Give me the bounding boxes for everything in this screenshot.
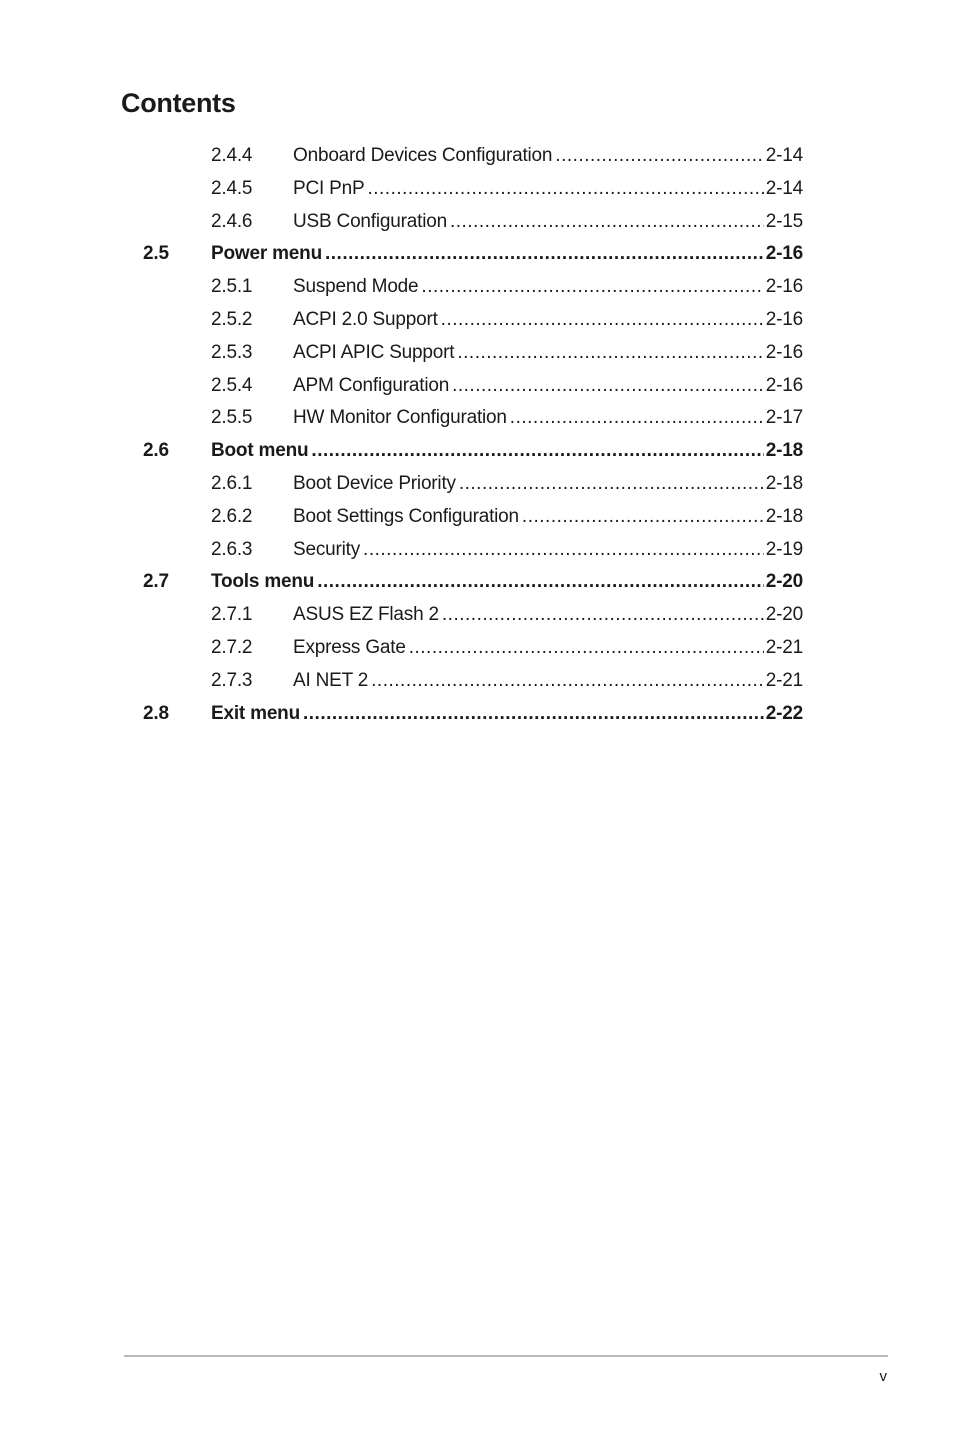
toc-entry-line [293, 665, 803, 698]
toc-entry-line [293, 402, 803, 435]
toc-entry-number: 2.5.3 [211, 341, 253, 363]
toc-entry-number: 2.4.6 [211, 210, 253, 232]
page-title: Contents [121, 88, 236, 118]
toc-subsection-entry [0, 206, 954, 239]
toc-entry-label: Power menu [211, 243, 322, 265]
toc-subsection-entry [0, 271, 954, 304]
toc-entry-label: Tools menu [211, 571, 315, 593]
toc-entry-page: 2-15 [765, 210, 803, 232]
toc-entry-label: ACPI 2.0 Support [293, 308, 438, 330]
toc-entry-label: USB Configuration [293, 210, 447, 232]
toc-entry-line [293, 632, 803, 665]
toc-entry-number: 2.5.1 [211, 276, 253, 298]
toc-entry-number: 2.7.1 [211, 604, 253, 626]
toc-entry-number: 2.6.1 [211, 472, 253, 494]
toc-entry-number: 2.8 [143, 702, 169, 724]
toc-entry-page: 2-17 [765, 407, 803, 429]
toc-entry-label: HW Monitor Configuration [293, 407, 507, 429]
toc-entry-page: 2-16 [765, 341, 803, 363]
dot-leader [522, 501, 764, 534]
toc-entry-page: 2-21 [765, 636, 803, 658]
toc-entry-page: 2-16 [765, 374, 803, 396]
footer-divider [124, 1355, 888, 1357]
dot-leader [555, 140, 763, 173]
toc-entry-page: 2-16 [765, 308, 803, 330]
dot-leader [367, 173, 763, 206]
dot-leader [363, 534, 764, 567]
toc-entry-label: PCI PnP [293, 177, 365, 199]
toc-entry-label: Boot Settings Configuration [293, 505, 519, 527]
toc-entry-page: 2-18 [765, 472, 803, 494]
toc-entry-page: 2-16 [765, 243, 803, 265]
dot-leader [317, 566, 764, 599]
dot-leader [409, 632, 764, 665]
toc-entry-page: 2-16 [765, 276, 803, 298]
toc-entry-page: 2-14 [765, 145, 803, 166]
dot-leader [421, 271, 763, 304]
toc-entry-page: 2-20 [765, 604, 803, 626]
toc-entry-page: 2-20 [765, 571, 803, 593]
toc-subsection-entry [0, 402, 954, 435]
toc-entry-line [211, 435, 803, 468]
toc-subsection-entry [0, 304, 954, 337]
toc-section-entry [0, 238, 954, 271]
toc-entry-label: Security [293, 538, 361, 560]
toc-entry-page: 2-18 [765, 505, 803, 527]
toc-subsection-entry [0, 501, 954, 534]
toc-entry-line [293, 370, 803, 403]
toc-entry-line [211, 238, 803, 271]
toc-entry-line [211, 566, 803, 599]
toc-entry-page: 2-18 [765, 440, 803, 462]
toc-entry-page: 2-19 [765, 538, 803, 560]
dot-leader [325, 238, 764, 271]
toc-entry-label: Suspend Mode [293, 276, 419, 298]
toc-section-entry [0, 435, 954, 468]
toc-entry-number: 2.5.5 [211, 407, 253, 429]
toc-entry-line [293, 271, 803, 304]
table-of-contents [0, 140, 954, 730]
toc-subsection-entry [0, 370, 954, 403]
toc-entry-line [293, 173, 803, 206]
toc-subsection-entry [0, 534, 954, 567]
toc-entry-number: 2.7.2 [211, 636, 253, 658]
dot-leader [442, 599, 764, 632]
toc-entry-label: Boot Device Priority [293, 472, 456, 494]
toc-subsection-entry [0, 173, 954, 206]
dot-leader [303, 698, 764, 731]
toc-entry-number: 2.6.2 [211, 505, 253, 527]
toc-entry-label: Boot menu [211, 440, 309, 462]
toc-entry-number: 2.7 [143, 571, 169, 593]
toc-entry-line [211, 698, 803, 731]
toc-subsection-entry [0, 665, 954, 698]
toc-entry-number: 2.4.5 [211, 177, 253, 199]
toc-section-entry [0, 566, 954, 599]
toc-entry-page: 2-21 [765, 669, 803, 691]
toc-entry-number: 2.6 [143, 440, 169, 462]
toc-entry-label: AI NET 2 [293, 669, 369, 691]
toc-entry-number: 2.7.3 [211, 669, 253, 691]
dot-leader [457, 337, 763, 370]
toc-entry-label: Express Gate [293, 636, 406, 658]
toc-entry-label: ASUS EZ Flash 2 [293, 604, 439, 626]
toc-subsection-entry [0, 599, 954, 632]
toc-entry-line [293, 140, 803, 173]
toc-entry-number: 2.5 [143, 243, 169, 265]
toc-entry-label: ACPI APIC Support [293, 341, 455, 363]
toc-entry-number: 2.4.4 [211, 145, 253, 166]
toc-entry-label: APM Configuration [293, 374, 450, 396]
toc-entry-line [293, 337, 803, 370]
toc-entry-line [293, 468, 803, 501]
dot-leader [510, 402, 764, 435]
dot-leader [441, 304, 764, 337]
toc-entry-number: 2.5.4 [211, 374, 253, 396]
toc-entry-line [293, 534, 803, 567]
toc-subsection-entry [0, 140, 954, 173]
toc-entry-label: Exit menu [211, 702, 300, 724]
toc-subsection-entry [0, 337, 954, 370]
toc-subsection-entry [0, 468, 954, 501]
toc-entry-label: Onboard Devices Configuration [293, 145, 553, 166]
dot-leader [452, 370, 764, 403]
dot-leader [459, 468, 764, 501]
toc-entry-number: 2.6.3 [211, 538, 253, 560]
dot-leader [450, 206, 764, 239]
toc-entry-page: 2-14 [765, 177, 803, 199]
toc-entry-number: 2.5.2 [211, 308, 253, 330]
toc-entry-line [293, 304, 803, 337]
toc-entry-line [293, 501, 803, 534]
page-number: v [879, 1368, 887, 1385]
toc-entry-line [293, 206, 803, 239]
dot-leader [371, 665, 764, 698]
dot-leader [311, 435, 763, 468]
toc-entry-line [293, 599, 803, 632]
toc-section-entry [0, 698, 954, 731]
toc-subsection-entry [0, 632, 954, 665]
toc-entry-page: 2-22 [765, 702, 803, 724]
